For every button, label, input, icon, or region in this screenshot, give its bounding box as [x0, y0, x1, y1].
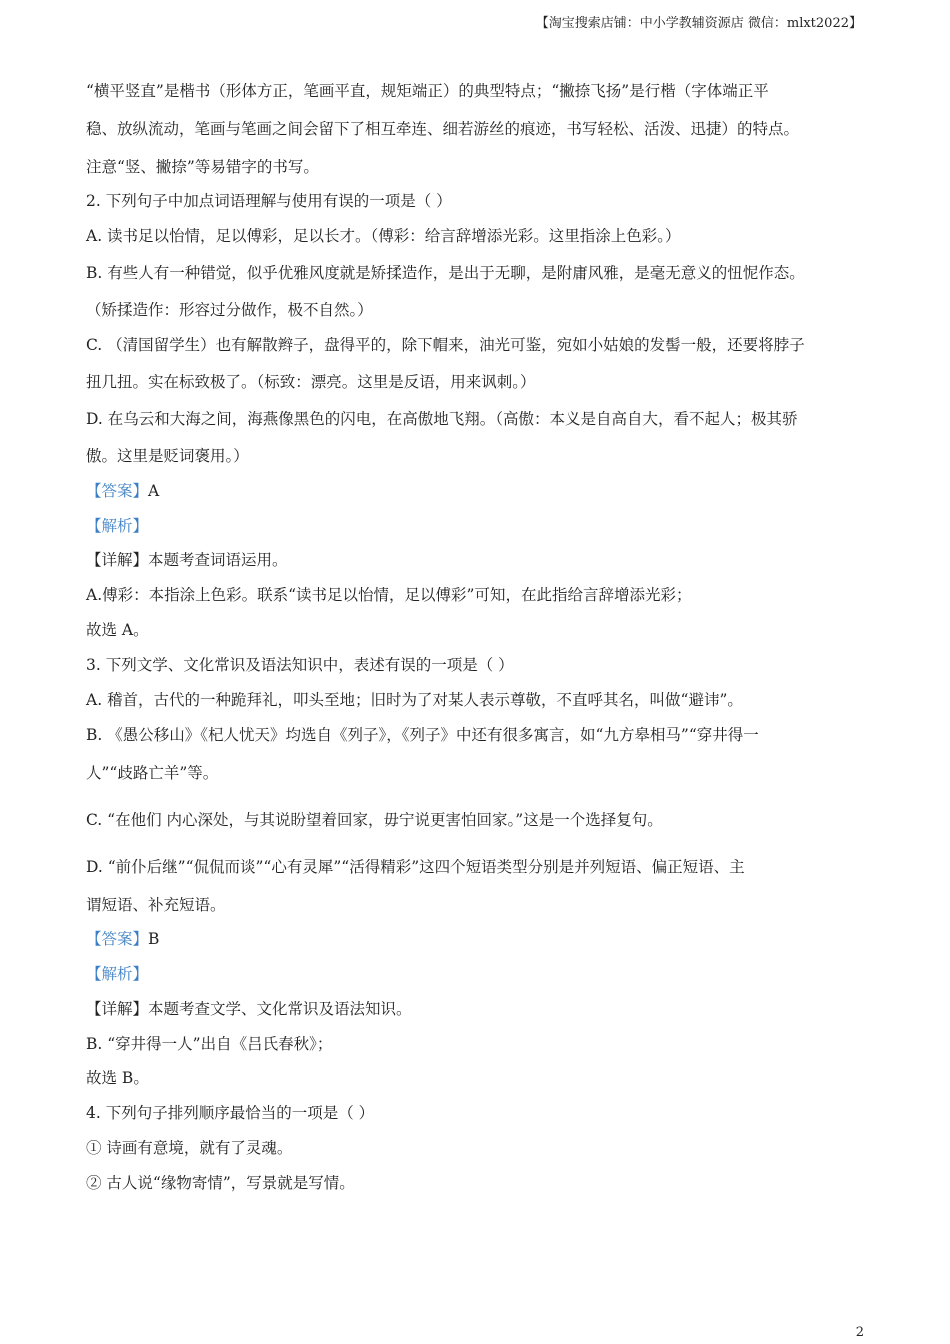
question-4-stem: 4. 下列句子排列顺序最恰当的一项是（ ） [86, 1104, 375, 1122]
option-a: A. 稽首，古代的一种跪拜礼，叩头至地；旧时为了对某人表示尊敬，不直呼其名，叫做“避讳”。 [86, 691, 743, 709]
option-d: D. 在乌云和大海之间，海燕像黑色的闪电，在高傲地飞翔。（高傲：本义是自高自大，看不起人；极其骄 [86, 410, 798, 428]
page-number: 2 [855, 1325, 864, 1340]
text-line: 故选 B。 [86, 1069, 149, 1087]
text-line: 谓短语、补充短语。 [86, 896, 226, 914]
option-c: C. （清国留学生）也有解散辫子，盘得平的，除下帽来，油光可鉴，宛如小姑娘的发髻一般，还要将脖子 [86, 336, 805, 354]
option-a: A. 读书足以怡情，足以傅彩，足以长才。（傅彩：给言辞增添光彩。这里指涂上色彩。） [86, 227, 681, 245]
question-3-stem: 3. 下列文学、文化常识及语法知识中，表述有误的一项是（ ） [86, 656, 514, 674]
text-line: B. “穿井得一人”出自《吕氏春秋》； [86, 1035, 333, 1053]
answer-value: A [148, 482, 160, 500]
text-line: 【详解】本题考查文学、文化常识及语法知识。 [86, 1000, 412, 1018]
text-line: A.傅彩：本指涂上色彩。联系“读书足以怡情，足以傅彩”可知，在此指给言辞增添光彩； [86, 586, 692, 604]
answer-label: 【答案】 [86, 930, 149, 948]
text-line: （矫揉造作：形容过分做作，极不自然。） [86, 301, 373, 319]
analysis-label: 【解析】 [86, 965, 149, 983]
text-line: 人”“歧路亡羊”等。 [86, 764, 219, 782]
answer-label: 【答案】 [86, 482, 149, 500]
page-header: 【淘宝搜索店铺：中小学教辅资源店 微信：mlxt2022】 [535, 16, 862, 31]
option-c: C. “在他们 内心深处，与其说盼望着回家，毋宁说更害怕回家。”这是一个选择复句。 [86, 811, 663, 829]
list-item: ① 诗画有意境，就有了灵魂。 [86, 1139, 293, 1157]
option-b: B. 《愚公移山》《杞人忧天》均选自《列子》，《列子》中还有很多寓言，如“九方皋相马”“穿井得一 [86, 726, 759, 744]
question-2-stem: 2. 下列句子中加点词语理解与使用有误的一项是（ ） [86, 192, 452, 210]
text-line: 稳、放纵流动，笔画与笔画之间会留下了相互牵连、细若游丝的痕迹，书写轻松、活泼、迅捷）的特点。 [86, 120, 800, 138]
answer-value: B [148, 930, 160, 948]
text-line: 注意“竖、撇捺”等易错字的书写。 [86, 158, 319, 176]
answer-line [86, 481, 864, 501]
text-line: 【详解】本题考查词语运用。 [86, 551, 288, 569]
option-d: D. “前仆后继”“侃侃而谈”“心有灵犀”“活得精彩”这四个短语类型分别是并列短语、偏正短语、主 [86, 858, 745, 876]
text-line: 傲。这里是贬词褒用。） [86, 447, 249, 465]
option-b: B. 有些人有一种错觉，似乎优雅风度就是矫揉造作，是出于无聊，是附庸风雅，是毫无意义的忸怩作态。 [86, 264, 805, 282]
text-line: 扭几扭。实在标致极了。（标致：漂亮。这里是反语，用来讽刺。） [86, 373, 536, 391]
text-line: 故选 A。 [86, 621, 149, 639]
list-item: ② 古人说“缘物寄情”，写景就是写情。 [86, 1174, 355, 1192]
text-line: “横平竖直”是楷书（形体方正，笔画平直，规矩端正）的典型特点；“撇捺飞扬”是行楷（字体端正平 [86, 82, 769, 100]
answer-line [86, 929, 864, 949]
analysis-label: 【解析】 [86, 517, 149, 535]
